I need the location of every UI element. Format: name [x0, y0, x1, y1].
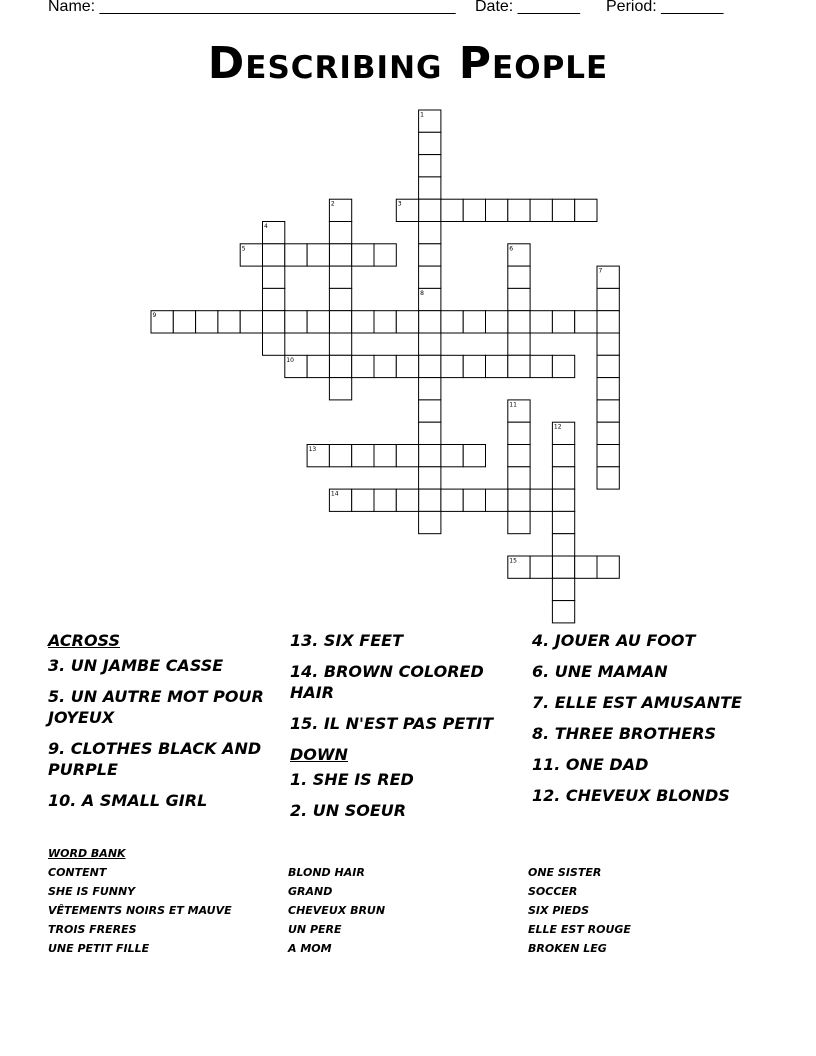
- clue-down-4: 4. JOUER AU FOOT: [532, 631, 696, 650]
- grid-cell[interactable]: [374, 311, 396, 333]
- date-field-label[interactable]: Date: _______: [475, 0, 580, 15]
- grid-cell[interactable]: [419, 378, 441, 400]
- grid-cell[interactable]: [597, 378, 619, 400]
- grid-cell[interactable]: [419, 177, 441, 199]
- grid-cell[interactable]: [508, 422, 530, 444]
- clue-down-11: 11. ONE DAD: [532, 755, 649, 774]
- grid-cell[interactable]: [352, 355, 374, 377]
- grid-cell[interactable]: [263, 333, 285, 355]
- word-bank-column-1: [48, 844, 232, 958]
- grid-cell[interactable]: [285, 244, 307, 266]
- grid-cell[interactable]: [218, 311, 240, 333]
- grid-cell[interactable]: [575, 199, 597, 221]
- word-bank-item: SOCCER: [528, 885, 578, 898]
- clue-number: 2: [330, 200, 335, 208]
- word-bank-item: UN PERE: [288, 923, 342, 936]
- grid-cell[interactable]: [240, 311, 262, 333]
- grid-cell[interactable]: [508, 511, 530, 533]
- grid-cell[interactable]: [329, 311, 351, 333]
- grid-cell[interactable]: [307, 244, 329, 266]
- grid-cell[interactable]: [508, 288, 530, 310]
- clues-column-1: [48, 630, 268, 821]
- clue-number: 3: [397, 200, 402, 208]
- grid-cell[interactable]: [508, 355, 530, 377]
- clue-number: 9: [152, 312, 157, 320]
- grid-cell[interactable]: [463, 199, 485, 221]
- word-bank-item: SIX PIEDS: [528, 904, 590, 917]
- grid-cell[interactable]: [352, 445, 374, 467]
- grid-cell[interactable]: [419, 445, 441, 467]
- grid-cell[interactable]: [419, 244, 441, 266]
- clue-number: 1: [420, 111, 424, 119]
- word-bank-item: CHEVEUX BRUN: [288, 904, 386, 917]
- clue-down-2: 2. UN SOEUR: [290, 801, 407, 820]
- grid-cell[interactable]: [419, 467, 441, 489]
- grid-cell[interactable]: [530, 311, 552, 333]
- grid-cell[interactable]: [597, 355, 619, 377]
- grid-cell[interactable]: [419, 199, 441, 221]
- grid-cell[interactable]: [419, 400, 441, 422]
- page-title: Describing People: [207, 38, 609, 89]
- grid-cell[interactable]: [263, 244, 285, 266]
- word-bank-item: BLOND HAIR: [288, 866, 365, 879]
- grid-cell[interactable]: [552, 511, 574, 533]
- grid-cell[interactable]: [419, 333, 441, 355]
- grid-cell[interactable]: [597, 556, 619, 578]
- grid-cell[interactable]: [463, 311, 485, 333]
- grid-cell[interactable]: [486, 199, 508, 221]
- grid-cell[interactable]: [486, 489, 508, 511]
- word-bank-column-3: [528, 863, 631, 958]
- grid-cell[interactable]: [552, 578, 574, 600]
- grid-cell[interactable]: [441, 355, 463, 377]
- grid-cell[interactable]: [575, 556, 597, 578]
- word-bank-item: ONE SISTER: [528, 866, 602, 879]
- across-heading: ACROSS: [48, 631, 121, 650]
- clue-across-9: 9. CLOTHES BLACK AND PURPLE: [48, 739, 262, 779]
- grid-cell[interactable]: [396, 311, 418, 333]
- word-bank-item: GRAND: [288, 885, 333, 898]
- grid-cell[interactable]: [329, 222, 351, 244]
- grid-cell[interactable]: [552, 467, 574, 489]
- clue-down-12: 12. CHEVEUX BLONDS: [532, 786, 730, 805]
- clue-number: 8: [420, 289, 424, 297]
- grid-cell[interactable]: [173, 311, 195, 333]
- grid-cell[interactable]: [597, 400, 619, 422]
- grid-cell[interactable]: [329, 288, 351, 310]
- grid-cell[interactable]: [419, 422, 441, 444]
- clue-number: 4: [264, 223, 268, 230]
- period-field-label[interactable]: Period: _______: [606, 0, 724, 15]
- grid-cell[interactable]: [486, 311, 508, 333]
- grid-cell[interactable]: [307, 355, 329, 377]
- grid-cell[interactable]: [508, 445, 530, 467]
- clue-number: 13: [308, 446, 317, 453]
- grid-cell[interactable]: [441, 311, 463, 333]
- clue-across-13: 13. SIX FEET: [290, 631, 403, 650]
- word-bank-item: CONTENT: [48, 866, 107, 879]
- word-bank-item: BROKEN LEG: [528, 942, 607, 955]
- grid-cell[interactable]: [396, 489, 418, 511]
- word-bank-item: VÊTEMENTS NOIRS ET MAUVE: [48, 904, 232, 917]
- grid-cell[interactable]: [329, 266, 351, 288]
- grid-cell[interactable]: [419, 511, 441, 533]
- grid-cell[interactable]: [419, 132, 441, 154]
- word-bank-title: WORD BANK: [48, 847, 126, 860]
- clue-across-14: 14. BROWN COLORED HAIR: [290, 662, 484, 702]
- grid-cell[interactable]: [352, 311, 374, 333]
- clue-across-3: 3. UN JAMBE CASSE: [48, 656, 224, 675]
- clue-number: 14: [330, 490, 339, 498]
- clue-number: 7: [598, 267, 603, 275]
- grid-cell[interactable]: [597, 288, 619, 310]
- grid-cell[interactable]: [263, 311, 285, 333]
- grid-cell[interactable]: [486, 355, 508, 377]
- grid-cell[interactable]: [508, 333, 530, 355]
- grid-cell[interactable]: [508, 199, 530, 221]
- grid-cell[interactable]: [329, 355, 351, 377]
- grid-cell[interactable]: [530, 489, 552, 511]
- grid-cell[interactable]: [508, 266, 530, 288]
- grid-cell[interactable]: [530, 199, 552, 221]
- grid-cell[interactable]: [552, 601, 574, 623]
- grid-cell[interactable]: [463, 445, 485, 467]
- grid-cell[interactable]: [441, 199, 463, 221]
- grid-cell[interactable]: [329, 445, 351, 467]
- grid-cell[interactable]: [552, 534, 574, 556]
- clue-across-10: 10. A SMALL GIRL: [48, 791, 208, 810]
- clue-number: 15: [509, 557, 517, 565]
- grid-cell[interactable]: [530, 355, 552, 377]
- word-bank-item: ELLE EST ROUGE: [528, 923, 631, 936]
- grid-cell[interactable]: [419, 155, 441, 177]
- name-field-label[interactable]: Name: ________________________________________: [48, 0, 456, 15]
- grid-cell[interactable]: [597, 422, 619, 444]
- word-bank-column-2: [288, 863, 385, 958]
- word-bank-item: SHE IS FUNNY: [48, 885, 136, 898]
- clue-number: 11: [509, 401, 517, 409]
- clues-column-3: [532, 630, 772, 816]
- grid-cell[interactable]: [329, 333, 351, 355]
- grid-cell[interactable]: [396, 445, 418, 467]
- grid-cell[interactable]: [575, 311, 597, 333]
- grid-cell[interactable]: [419, 266, 441, 288]
- grid-cell[interactable]: [552, 556, 574, 578]
- grid-cell[interactable]: [285, 311, 307, 333]
- down-heading: DOWN: [290, 745, 348, 764]
- grid-cell[interactable]: [552, 355, 574, 377]
- grid-cell[interactable]: [263, 288, 285, 310]
- grid-cell[interactable]: [352, 244, 374, 266]
- grid-cell[interactable]: [552, 311, 574, 333]
- grid-cell[interactable]: [374, 445, 396, 467]
- grid-cell[interactable]: [597, 333, 619, 355]
- grid-cell[interactable]: [396, 355, 418, 377]
- grid-cell[interactable]: [374, 489, 396, 511]
- grid-cell[interactable]: [597, 467, 619, 489]
- grid-cell[interactable]: [196, 311, 218, 333]
- clue-down-7: 7. ELLE EST AMUSANTE: [532, 693, 742, 712]
- grid-cell[interactable]: [597, 445, 619, 467]
- grid-cell[interactable]: [374, 355, 396, 377]
- grid-cell[interactable]: [441, 489, 463, 511]
- clue-number: 6: [509, 245, 514, 253]
- grid-cell[interactable]: [463, 355, 485, 377]
- grid-cell[interactable]: [374, 244, 396, 266]
- grid-cell[interactable]: [530, 556, 552, 578]
- grid-cell[interactable]: [329, 378, 351, 400]
- clue-down-6: 6. UNE MAMAN: [532, 662, 668, 681]
- grid-cell[interactable]: [441, 445, 463, 467]
- grid-cell[interactable]: [508, 467, 530, 489]
- grid-cell[interactable]: [552, 445, 574, 467]
- clue-across-5: 5. UN AUTRE MOT POUR JOYEUX: [48, 687, 264, 727]
- grid-cell[interactable]: [419, 489, 441, 511]
- word-bank-item: UNE PETIT FILLE: [48, 942, 150, 955]
- grid-cell[interactable]: [552, 199, 574, 221]
- grid-cell[interactable]: [508, 311, 530, 333]
- clue-across-15: 15. IL N'EST PAS PETIT: [290, 714, 494, 733]
- grid-cell[interactable]: [263, 266, 285, 288]
- word-bank-item: TROIS FRERES: [48, 923, 137, 936]
- clue-down-1: 1. SHE IS RED: [290, 770, 414, 789]
- clue-number: 5: [241, 245, 246, 253]
- grid-cell[interactable]: [508, 489, 530, 511]
- grid-cell[interactable]: [463, 489, 485, 511]
- grid-cell[interactable]: [419, 311, 441, 333]
- grid-cell[interactable]: [419, 355, 441, 377]
- clue-down-8: 8. THREE BROTHERS: [532, 724, 717, 743]
- word-bank-item: A MOM: [288, 942, 332, 955]
- grid-cell[interactable]: [307, 311, 329, 333]
- grid-cell[interactable]: [552, 489, 574, 511]
- grid-cell[interactable]: [419, 222, 441, 244]
- clue-number: 10: [286, 356, 294, 364]
- grid-cell[interactable]: [597, 311, 619, 333]
- grid-cell[interactable]: [352, 489, 374, 511]
- clues-column-2: [290, 630, 520, 831]
- clue-number: 12: [553, 423, 562, 431]
- grid-cell[interactable]: [329, 244, 351, 266]
